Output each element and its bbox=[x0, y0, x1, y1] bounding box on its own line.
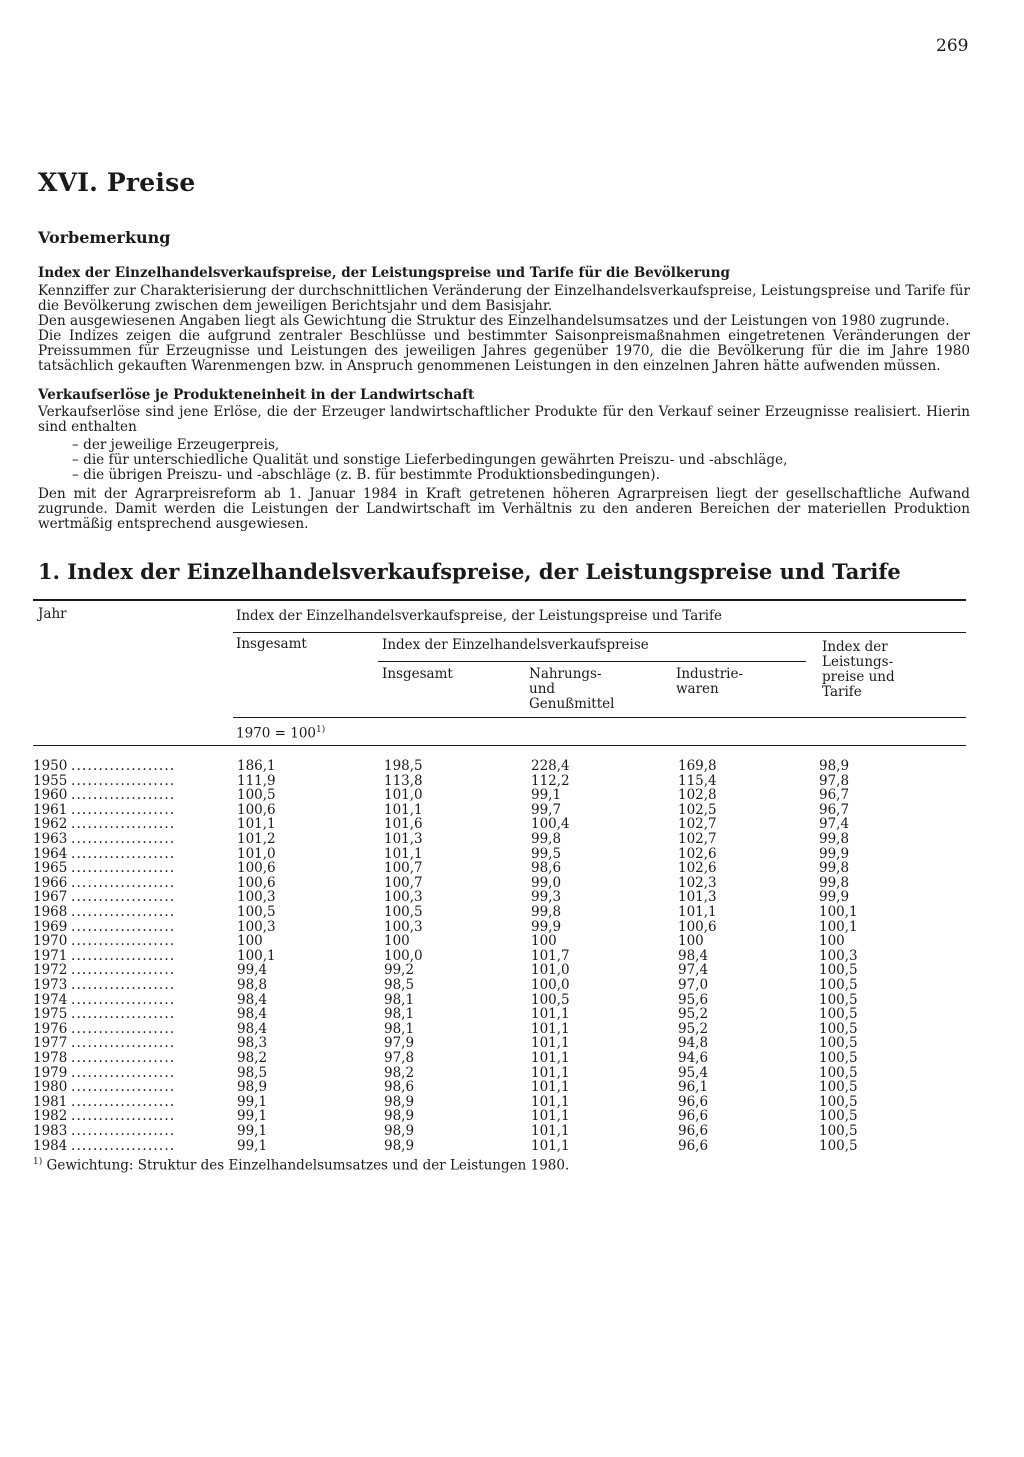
leader-dots: ................... bbox=[71, 1137, 176, 1154]
row-value: 101,1 bbox=[531, 1035, 570, 1052]
leader-dots: ................... bbox=[71, 874, 176, 891]
table-top-rule bbox=[33, 599, 966, 601]
row-year: 1972 bbox=[33, 962, 68, 979]
leader-dots: ................... bbox=[71, 831, 176, 847]
table-row bbox=[33, 788, 933, 802]
header-industrie-line: waren bbox=[676, 681, 719, 697]
row-value: 100,5 bbox=[819, 1123, 858, 1139]
row-value: 96,7 bbox=[819, 787, 850, 804]
row-value: 98,4 bbox=[678, 947, 709, 964]
row-value: 102,7 bbox=[678, 816, 717, 833]
row-year: 1962 bbox=[33, 816, 68, 833]
row-value: 100,0 bbox=[531, 977, 570, 993]
leader-dots: ................... bbox=[71, 772, 176, 789]
row-value: 102,3 bbox=[678, 874, 717, 891]
row-value: 99,1 bbox=[531, 787, 562, 804]
row-year: 1970 bbox=[33, 933, 68, 950]
leader-dots: ................... bbox=[71, 801, 176, 818]
row-value: 100,5 bbox=[819, 1079, 858, 1096]
row-value: 100,5 bbox=[819, 1108, 858, 1125]
block1-paragraph-3: Die Indizes zeigen die aufgrund zentraler Beschlüsse und bestimmter Saisonpreismaßnahmen eingetretenen Veränderungen der Preissummen für Erzeugnisse und Leistungen des jeweiligen Jahres gegenüber 1970, die die Bevölkerung für die im Jahre 1980 tatsächlich gekauften Warenmengen bzw. in Anspruch genommenen Leistungen in den einzelnen Jahren hätte aufwenden müssen. bbox=[38, 328, 970, 374]
row-value: 98,8 bbox=[237, 977, 268, 993]
basis-text: 1970 = 100 bbox=[236, 725, 317, 742]
footnote-mark: 1) bbox=[33, 1157, 43, 1167]
row-value: 101,1 bbox=[531, 1137, 570, 1154]
row-value: 98,6 bbox=[531, 860, 562, 877]
row-value: 99,2 bbox=[384, 962, 415, 979]
row-value: 98,1 bbox=[384, 991, 415, 1008]
row-value: 98,3 bbox=[237, 1035, 268, 1052]
leader-dots: ................... bbox=[71, 1079, 176, 1096]
row-value: 99,8 bbox=[819, 874, 850, 891]
row-value: 101,7 bbox=[531, 947, 570, 964]
table-row bbox=[33, 1095, 933, 1109]
row-value: 100 bbox=[819, 933, 845, 950]
row-value: 96,7 bbox=[819, 801, 850, 818]
row-value: 97,4 bbox=[819, 816, 850, 833]
table-row bbox=[33, 861, 933, 875]
row-value: 100 bbox=[531, 933, 557, 950]
table-row bbox=[33, 1080, 933, 1094]
row-value: 95,2 bbox=[678, 1006, 709, 1023]
row-value: 96,6 bbox=[678, 1108, 709, 1125]
header-nahrung-line: Nahrungs- bbox=[529, 666, 602, 682]
header-industrie-line: Industrie- bbox=[676, 666, 744, 682]
row-value: 99,7 bbox=[531, 801, 562, 818]
row-year: 1968 bbox=[33, 904, 68, 920]
row-value: 99,9 bbox=[819, 845, 850, 862]
row-value: 98,9 bbox=[237, 1079, 268, 1096]
row-value: 101,1 bbox=[384, 845, 423, 862]
row-value: 97,4 bbox=[678, 962, 709, 979]
row-value: 102,6 bbox=[678, 860, 717, 877]
leader-dots: ................... bbox=[71, 787, 176, 804]
header-main: Index der Einzelhandelsverkaufspreise, der Leistungspreise und Tarife bbox=[236, 608, 723, 624]
row-value: 98,5 bbox=[237, 1064, 268, 1081]
leader-dots: ................... bbox=[71, 860, 176, 877]
row-value: 101,1 bbox=[678, 904, 717, 920]
header-jahr: Jahr bbox=[38, 606, 67, 622]
row-value: 100 bbox=[678, 933, 704, 950]
row-value: 100,4 bbox=[531, 816, 570, 833]
row-value: 101,1 bbox=[531, 1006, 570, 1023]
row-value: 98,2 bbox=[384, 1064, 415, 1081]
leader-dots: ................... bbox=[71, 758, 176, 774]
header-rule-1 bbox=[233, 632, 966, 633]
row-value: 101,1 bbox=[531, 1108, 570, 1125]
row-value: 99,4 bbox=[237, 962, 268, 979]
row-value: 100 bbox=[384, 933, 410, 950]
leader-dots: ................... bbox=[71, 1093, 176, 1110]
block2-title: Verkaufserlöse je Produkteneinheit in der Landwirtschaft bbox=[38, 387, 475, 403]
header-nahrung-line: und bbox=[529, 681, 556, 697]
leader-dots: ................... bbox=[71, 918, 176, 935]
leader-dots: ................... bbox=[71, 1035, 176, 1052]
row-value: 97,0 bbox=[678, 977, 709, 993]
table-row bbox=[33, 847, 933, 861]
row-value: 102,6 bbox=[678, 845, 717, 862]
row-value: 111,9 bbox=[237, 772, 276, 789]
row-value: 94,8 bbox=[678, 1035, 709, 1052]
header-rule-2 bbox=[233, 717, 966, 718]
row-value: 97,8 bbox=[819, 772, 850, 789]
leader-dots: ................... bbox=[71, 947, 176, 964]
row-value: 99,1 bbox=[237, 1123, 268, 1139]
row-year: 1983 bbox=[33, 1123, 68, 1139]
header-industrie bbox=[676, 667, 743, 697]
row-value: 100,5 bbox=[531, 991, 570, 1008]
block2-paragraph-2: Den mit der Agrarpreisreform ab 1. Januar 1984 in Kraft getretenen höheren Agrarpreisen liegt der gesellschaftliche Aufwand zugrunde. Damit werden die Leistungen der Landwirtschaft im Verhältnis zu den anderen Bereichen der materiellen Produktion wertmäßig entsprechend ausgewiesen. bbox=[38, 486, 970, 532]
leader-dots: ................... bbox=[71, 1050, 176, 1066]
header-leistungspreise bbox=[822, 640, 895, 700]
row-year: 1975 bbox=[33, 1006, 68, 1023]
row-year: 1982 bbox=[33, 1108, 68, 1125]
chapter-title: XVI. Preise bbox=[38, 168, 196, 197]
block1-title: Index der Einzelhandelsverkaufspreise, der Leistungspreise und Tarife für die Bevölkerung bbox=[38, 265, 730, 281]
block1-paragraph-2: Den ausgewiesenen Angaben liegt als Gewichtung die Struktur des Einzelhandelsumsatzes und der Leistungen von 1980 zugrunde. bbox=[38, 313, 950, 329]
row-value: 98,4 bbox=[237, 1020, 268, 1037]
row-value: 98,1 bbox=[384, 1006, 415, 1023]
row-value: 99,3 bbox=[531, 889, 562, 906]
row-value: 100,1 bbox=[237, 947, 276, 964]
row-value: 100,5 bbox=[237, 904, 276, 920]
row-value: 99,8 bbox=[819, 860, 850, 877]
row-year: 1963 bbox=[33, 831, 68, 847]
table-row bbox=[33, 1022, 933, 1036]
row-year: 1955 bbox=[33, 772, 68, 789]
row-value: 100,5 bbox=[819, 1020, 858, 1037]
table-row bbox=[33, 934, 933, 948]
row-value: 98,4 bbox=[237, 1006, 268, 1023]
row-year: 1966 bbox=[33, 874, 68, 891]
row-value: 101,1 bbox=[531, 1020, 570, 1037]
header-ehv-insgesamt: Insgesamt bbox=[382, 666, 453, 682]
header-basis bbox=[236, 723, 325, 742]
table-row bbox=[33, 1007, 933, 1021]
row-value: 99,9 bbox=[531, 918, 562, 935]
row-year: 1969 bbox=[33, 918, 68, 935]
table-row bbox=[33, 803, 933, 817]
row-value: 95,2 bbox=[678, 1020, 709, 1037]
row-value: 100,3 bbox=[384, 889, 423, 906]
row-value: 96,6 bbox=[678, 1123, 709, 1139]
row-year: 1961 bbox=[33, 801, 68, 818]
header-ehv: Index der Einzelhandelsverkaufspreise bbox=[382, 637, 649, 653]
row-value: 100,5 bbox=[819, 1035, 858, 1052]
row-value: 100,7 bbox=[384, 860, 423, 877]
row-year: 1979 bbox=[33, 1064, 68, 1081]
table-row bbox=[33, 1109, 933, 1123]
row-value: 100,0 bbox=[384, 947, 423, 964]
row-value: 198,5 bbox=[384, 758, 423, 774]
row-value: 99,0 bbox=[531, 874, 562, 891]
row-value: 169,8 bbox=[678, 758, 717, 774]
row-value: 100,5 bbox=[384, 904, 423, 920]
row-value: 95,4 bbox=[678, 1064, 709, 1081]
bullet-item: – die für unterschiedliche Qualität und sonstige Lieferbedingungen gewährten Preiszu- und -abschläge, bbox=[72, 452, 788, 468]
row-year: 1978 bbox=[33, 1050, 68, 1066]
header-rule-ehv bbox=[378, 661, 806, 662]
leader-dots: ................... bbox=[71, 1020, 176, 1037]
leader-dots: ................... bbox=[71, 1123, 176, 1139]
row-value: 100,5 bbox=[819, 1064, 858, 1081]
table-row bbox=[33, 876, 933, 890]
row-value: 99,1 bbox=[237, 1093, 268, 1110]
leader-dots: ................... bbox=[71, 933, 176, 950]
row-year: 1980 bbox=[33, 1079, 68, 1096]
row-value: 100,3 bbox=[819, 947, 858, 964]
row-value: 112,2 bbox=[531, 772, 570, 789]
row-value: 101,3 bbox=[384, 831, 423, 847]
row-value: 98,4 bbox=[237, 991, 268, 1008]
leader-dots: ................... bbox=[71, 904, 176, 920]
row-value: 100,6 bbox=[237, 874, 276, 891]
row-value: 102,7 bbox=[678, 831, 717, 847]
table-row bbox=[33, 905, 933, 919]
leader-dots: ................... bbox=[71, 845, 176, 862]
row-value: 98,9 bbox=[384, 1108, 415, 1125]
row-value: 100,3 bbox=[237, 889, 276, 906]
preface-heading: Vorbemerkung bbox=[38, 228, 171, 247]
row-value: 101,6 bbox=[384, 816, 423, 833]
row-value: 98,9 bbox=[384, 1137, 415, 1154]
table-row bbox=[33, 759, 933, 773]
row-value: 101,1 bbox=[531, 1123, 570, 1139]
row-value: 100,1 bbox=[819, 904, 858, 920]
row-value: 100,3 bbox=[237, 918, 276, 935]
bullet-item: – der jeweilige Erzeugerpreis, bbox=[72, 437, 280, 453]
table-row bbox=[33, 1051, 933, 1065]
footnote-text: Gewichtung: Struktur des Einzelhandelsumsatzes und der Leistungen 1980. bbox=[42, 1157, 570, 1174]
row-value: 100,5 bbox=[237, 787, 276, 804]
row-value: 98,5 bbox=[384, 977, 415, 993]
row-value: 95,6 bbox=[678, 991, 709, 1008]
row-value: 100,6 bbox=[678, 918, 717, 935]
row-value: 94,6 bbox=[678, 1050, 709, 1066]
row-value: 101,1 bbox=[531, 1079, 570, 1096]
row-value: 100,5 bbox=[819, 1093, 858, 1110]
row-year: 1977 bbox=[33, 1035, 68, 1052]
row-value: 102,5 bbox=[678, 801, 717, 818]
header-lp-line: Index der bbox=[822, 639, 888, 655]
row-value: 100,1 bbox=[819, 918, 858, 935]
row-value: 96,6 bbox=[678, 1093, 709, 1110]
row-value: 100,5 bbox=[819, 1006, 858, 1023]
header-lp-line: preise und bbox=[822, 669, 895, 685]
row-value: 101,0 bbox=[531, 962, 570, 979]
row-value: 98,9 bbox=[819, 758, 850, 774]
row-value: 99,8 bbox=[819, 831, 850, 847]
leader-dots: ................... bbox=[71, 962, 176, 979]
row-value: 100,6 bbox=[237, 801, 276, 818]
row-value: 99,8 bbox=[531, 904, 562, 920]
row-value: 101,0 bbox=[237, 845, 276, 862]
row-value: 101,1 bbox=[237, 816, 276, 833]
table-row bbox=[33, 978, 933, 992]
row-value: 97,8 bbox=[384, 1050, 415, 1066]
row-year: 1967 bbox=[33, 889, 68, 906]
row-value: 98,1 bbox=[384, 1020, 415, 1037]
table-row bbox=[33, 817, 933, 831]
row-year: 1950 bbox=[33, 758, 68, 774]
row-value: 101,1 bbox=[531, 1064, 570, 1081]
table-row bbox=[33, 1066, 933, 1080]
header-insgesamt: Insgesamt bbox=[236, 636, 307, 652]
row-value: 113,8 bbox=[384, 772, 423, 789]
row-year: 1976 bbox=[33, 1020, 68, 1037]
row-value: 186,1 bbox=[237, 758, 276, 774]
row-value: 100 bbox=[237, 933, 263, 950]
row-value: 96,1 bbox=[678, 1079, 709, 1096]
leader-dots: ................... bbox=[71, 991, 176, 1008]
leader-dots: ................... bbox=[71, 816, 176, 833]
leader-dots: ................... bbox=[71, 1064, 176, 1081]
row-value: 98,2 bbox=[237, 1050, 268, 1066]
row-value: 96,6 bbox=[678, 1137, 709, 1154]
row-value: 100,5 bbox=[819, 962, 858, 979]
header-lp-line: Leistungs- bbox=[822, 654, 894, 670]
row-year: 1973 bbox=[33, 977, 68, 993]
row-value: 100,6 bbox=[237, 860, 276, 877]
leader-dots: ................... bbox=[71, 1108, 176, 1125]
row-value: 101,0 bbox=[384, 787, 423, 804]
basis-footnote-mark: 1) bbox=[316, 725, 326, 735]
row-value: 100,5 bbox=[819, 1137, 858, 1154]
row-value: 99,1 bbox=[237, 1108, 268, 1125]
row-year: 1960 bbox=[33, 787, 68, 804]
table-row bbox=[33, 890, 933, 904]
row-year: 1964 bbox=[33, 845, 68, 862]
row-value: 100,7 bbox=[384, 874, 423, 891]
row-year: 1984 bbox=[33, 1137, 68, 1154]
row-value: 99,9 bbox=[819, 889, 850, 906]
table-row bbox=[33, 993, 933, 1007]
row-year: 1971 bbox=[33, 947, 68, 964]
table-row bbox=[33, 832, 933, 846]
row-value: 98,9 bbox=[384, 1093, 415, 1110]
row-value: 99,1 bbox=[237, 1137, 268, 1154]
table-row bbox=[33, 949, 933, 963]
header-lp-line: Tarife bbox=[822, 684, 862, 700]
row-value: 100,5 bbox=[819, 1050, 858, 1066]
row-value: 101,1 bbox=[531, 1093, 570, 1110]
row-value: 115,4 bbox=[678, 772, 717, 789]
row-value: 99,5 bbox=[531, 845, 562, 862]
row-value: 102,8 bbox=[678, 787, 717, 804]
row-value: 100,5 bbox=[819, 991, 858, 1008]
block2-paragraph-1: Verkaufserlöse sind jene Erlöse, die der Erzeuger landwirtschaftlicher Produkte für den Verkauf seiner Erzeugnisse realisiert. Hierin sind enthalten bbox=[38, 404, 970, 435]
header-nahrung-line: Genußmittel bbox=[529, 696, 615, 712]
page-number: 269 bbox=[936, 36, 969, 56]
leader-dots: ................... bbox=[71, 889, 176, 906]
table-row bbox=[33, 1139, 933, 1153]
row-value: 98,9 bbox=[384, 1123, 415, 1139]
bullet-item: – die übrigen Preiszu- und -abschläge (z. B. für bestimmte Produktionsbedingungen). bbox=[72, 467, 660, 483]
row-value: 101,1 bbox=[384, 801, 423, 818]
table-row bbox=[33, 1036, 933, 1050]
table-section-title: 1. Index der Einzelhandelsverkaufspreise, der Leistungspreise und Tarife bbox=[38, 559, 901, 584]
table-row bbox=[33, 774, 933, 788]
row-value: 101,1 bbox=[531, 1050, 570, 1066]
leader-dots: ................... bbox=[71, 977, 176, 993]
table-row bbox=[33, 1124, 933, 1138]
header-nahrung bbox=[529, 667, 614, 712]
row-year: 1981 bbox=[33, 1093, 68, 1110]
row-value: 98,6 bbox=[384, 1079, 415, 1096]
row-value: 97,9 bbox=[384, 1035, 415, 1052]
header-bottom-rule bbox=[33, 745, 966, 746]
row-year: 1974 bbox=[33, 991, 68, 1008]
row-value: 100,5 bbox=[819, 977, 858, 993]
row-value: 101,2 bbox=[237, 831, 276, 847]
table-row bbox=[33, 920, 933, 934]
row-value: 101,3 bbox=[678, 889, 717, 906]
row-year: 1965 bbox=[33, 860, 68, 877]
row-value: 100,3 bbox=[384, 918, 423, 935]
row-value: 228,4 bbox=[531, 758, 570, 774]
leader-dots: ................... bbox=[71, 1006, 176, 1023]
table-footnote bbox=[33, 1157, 569, 1174]
row-value: 99,8 bbox=[531, 831, 562, 847]
block1-paragraph-1: Kennziffer zur Charakterisierung der durchschnittlichen Veränderung der Einzelhandelsverkaufspreise, Leistungspreise und Tarife für die Bevölkerung zwischen dem jeweiligen Berichtsjahr und dem Basisjahr. bbox=[38, 283, 970, 314]
table-row bbox=[33, 963, 933, 977]
